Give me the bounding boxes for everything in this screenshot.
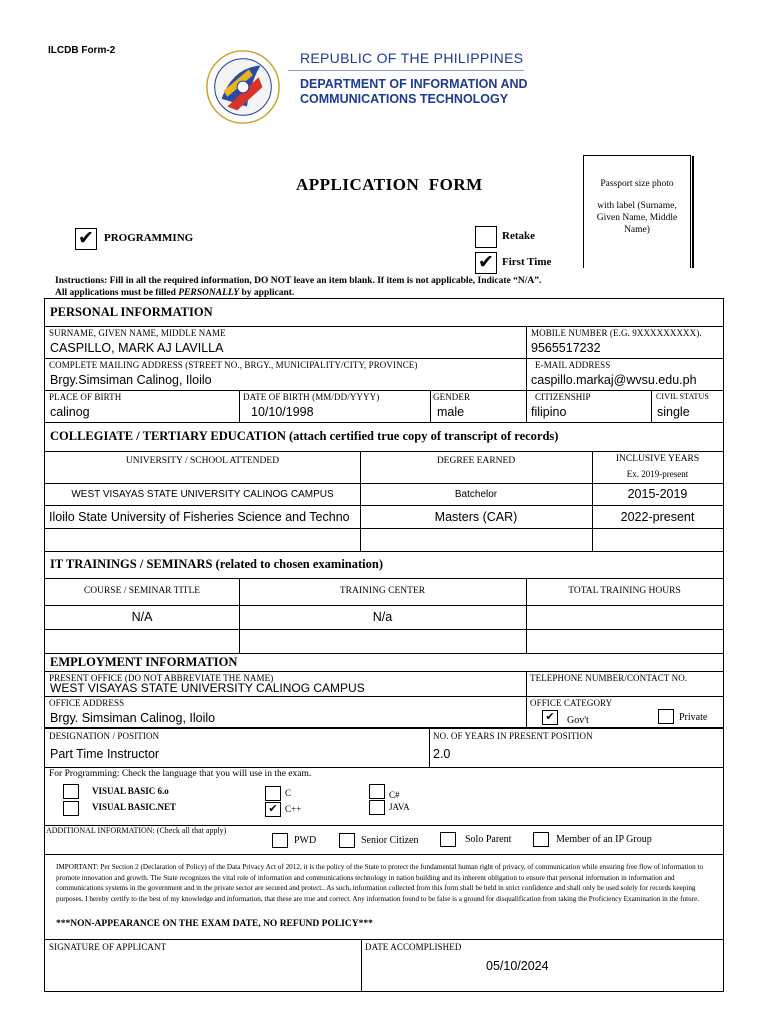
col-years-header: INCLUSIVE YEARS (615, 454, 700, 464)
citizenship-field[interactable]: filipino (531, 405, 567, 419)
first-time-checkbox[interactable]: ✔ (475, 252, 497, 274)
photo-box[interactable] (583, 155, 691, 268)
lang-c-label: C (285, 788, 292, 798)
years-position-label: NO. OF YEARS IN PRESENT POSITION (433, 731, 593, 741)
senior-citizen-label: Senior Citizen (361, 835, 419, 846)
years-position-field[interactable]: 2.0 (433, 747, 451, 761)
office-category-label: OFFICE CATEGORY (530, 698, 613, 708)
retake-label: Retake (502, 230, 535, 242)
instructions-line-1: Instructions: Fill in all the required information, DO NOT leave an item blank. If item is not applicable, Indicate “N/A”. (55, 276, 542, 286)
mailing-address-label: COMPLETE MAILING ADDRESS (STREET NO., BRGY., MUNICIPALITY/CITY, PROVINCE) (49, 360, 418, 370)
photo-caption-1: Passport size photo (600, 179, 674, 189)
edu-row-2-school[interactable]: Iloilo State University of Fisheries Science and Techno (49, 510, 350, 524)
name-field[interactable]: CASPILLO, MARK AJ LAVILLA (50, 341, 224, 355)
instructions (55, 275, 541, 299)
mobile-label: MOBILE NUMBER (E.G. 9XXXXXXXXX). (531, 328, 702, 338)
present-office-field[interactable]: WEST VISAYAS STATE UNIVERSITY CALINOG CAMPUS (50, 681, 365, 695)
personal-heading: PERSONAL INFORMATION (50, 305, 213, 319)
lang-java-label: JAVA (389, 802, 410, 812)
signature-label: SIGNATURE OF APPLICANT (49, 942, 167, 952)
lang-cpp-label: C++ (285, 804, 302, 814)
lang-csharp-label: C# (389, 790, 400, 800)
lang-cpp-checkbox[interactable]: ✔ (265, 802, 281, 817)
department-line-2: COMMUNICATIONS TECHNOLOGY (300, 92, 509, 106)
training-row-1-course[interactable]: N/A (131, 610, 153, 624)
instructions-line-2a: All applications must be filled (55, 288, 179, 298)
private-checkbox[interactable] (658, 709, 674, 724)
department-name (300, 77, 528, 107)
office-address-label: OFFICE ADDRESS (49, 698, 125, 708)
date-accomplished-label: DATE ACCOMPLISHED (365, 942, 462, 952)
col-center-header: TRAINING CENTER (339, 586, 426, 596)
privacy-notice: IMPORTANT: Per Section 2 (Declaration of Policy) of the Data Privacy Act of 2012, it is the policy of the State to protect the fundamental human right of privacy, of communication while ensuring free flow of information to promote innovation and growth. The State recognizes the vital role of information and communications technology in nation building and its inherent obligation to ensure that personal information in information and communications systems in the government and in the private sector are secured and protect.. As such, information collected from this form shall be held in strict confidence and shall only be used solely for records keeping purposes. I hereby certify to the best of my knowledge and information, that these are true and correct. Any information found to be false is a ground for disqualification from taking the Proficiency Examination in the future. (56, 863, 704, 903)
present-office-label: PRESENT OFFICE (DO NOT ABBREVIATE THE NAME) (49, 673, 274, 683)
mobile-field[interactable]: 9565517232 (531, 341, 601, 355)
instructions-line-2c: by applicant. (239, 288, 295, 298)
programming-prompt: For Programming: Check the language that you will use in the exam. (49, 769, 312, 779)
dob-label: DATE OF BIRTH (MM/DD/YYYY) (243, 392, 380, 402)
employment-heading: EMPLOYMENT INFORMATION (50, 655, 238, 669)
solo-parent-checkbox[interactable] (440, 832, 456, 847)
pwd-label: PWD (294, 835, 317, 846)
private-label: Private (679, 712, 708, 723)
trainings-heading: IT TRAININGS / SEMINARS (related to chosen examination) (50, 557, 384, 571)
lang-vb6-checkbox[interactable] (63, 784, 79, 799)
form-title: APPLICATION FORM (296, 175, 483, 194)
additional-info-label: ADDITIONAL INFORMATION: (Check all that apply) (46, 826, 227, 835)
dob-field[interactable]: 10/10/1998 (251, 405, 314, 419)
ip-group-checkbox[interactable] (533, 832, 549, 847)
citizenship-label: CITIZENSHIP (535, 392, 591, 402)
programming-label: PROGRAMMING (104, 232, 194, 244)
govt-label: Gov't (567, 715, 589, 726)
col-years-example: Ex. 2019-present (626, 469, 689, 479)
email-field[interactable]: caspillo.markaj@wvsu.edu.ph (531, 373, 697, 387)
govt-checkbox[interactable]: ✔ (542, 710, 558, 725)
edu-row-1-degree[interactable]: Batchelor (454, 489, 498, 500)
education-heading: COLLEGIATE / TERTIARY EDUCATION (attach certified true copy of transcript of records) (50, 429, 559, 443)
ip-group-label: Member of an IP Group (556, 834, 652, 845)
photo-caption-2: with label (Surname, Given Name, Middle Name) (596, 201, 678, 235)
telephone-label: TELEPHONE NUMBER/CONTACT NO. (530, 673, 688, 683)
republic-title: REPUBLIC OF THE PHILIPPINES (300, 50, 524, 66)
name-label: SURNAME, GIVEN NAME, MIDDLE NAME (49, 328, 226, 338)
department-line-1: DEPARTMENT OF INFORMATION AND (300, 77, 528, 91)
solo-parent-label: Solo Parent (465, 834, 512, 845)
header-rule (288, 70, 524, 71)
birthplace-field[interactable]: calinog (50, 405, 90, 419)
mailing-address-field[interactable]: Brgy.Simsiman Calinog, Iloilo (50, 373, 212, 387)
form-id: ILCDB Form-2 (48, 45, 116, 56)
no-refund-notice: ***NON-APPEARANCE ON THE EXAM DATE, NO REFUND POLICY*** (56, 919, 373, 929)
lang-vbnet-label: VISUAL BASIC.NET (92, 802, 177, 812)
first-time-label: First Time (502, 256, 552, 268)
edu-row-2-degree[interactable]: Masters (CAR) (434, 510, 518, 524)
birthplace-label: PLACE OF BIRTH (49, 392, 122, 402)
dict-seal-logo (204, 48, 282, 126)
lang-vb6-label: VISUAL BASIC 6.o (92, 786, 169, 796)
gender-field[interactable]: male (437, 405, 465, 419)
date-accomplished-field[interactable]: 05/10/2024 (486, 959, 549, 973)
lang-c-checkbox[interactable] (265, 786, 281, 801)
programming-checkbox[interactable]: ✔ (75, 228, 97, 250)
civil-status-field[interactable]: single (657, 405, 690, 419)
edu-row-1-school[interactable]: WEST VISAYAS STATE UNIVERSITY CALINOG CAMPUS (71, 489, 334, 500)
senior-citizen-checkbox[interactable] (339, 833, 355, 848)
position-label: DESIGNATION / POSITION (49, 731, 160, 741)
col-school-header: UNIVERSITY / SCHOOL ATTENDED (125, 456, 280, 466)
email-label: E-MAIL ADDRESS (535, 360, 611, 370)
office-address-field[interactable]: Brgy. Simsiman Calinog, Iloilo (50, 711, 216, 725)
lang-java-checkbox[interactable] (369, 800, 385, 815)
lang-vbnet-checkbox[interactable] (63, 801, 79, 816)
edu-row-1-years[interactable]: 2015-2019 (627, 487, 688, 501)
col-degree-header: DEGREE EARNED (436, 456, 516, 466)
instructions-line-2b: PERSONALLY (178, 288, 240, 298)
col-hours-header: TOTAL TRAINING HOURS (568, 586, 681, 596)
lang-csharp-checkbox[interactable] (369, 784, 385, 799)
col-course-header: COURSE / SEMINAR TITLE (83, 586, 201, 596)
edu-row-2-years[interactable]: 2022-present (620, 510, 695, 524)
position-field[interactable]: Part Time Instructor (50, 747, 160, 761)
pwd-checkbox[interactable] (272, 833, 288, 848)
retake-checkbox[interactable] (475, 226, 497, 248)
gender-label: GENDER (433, 392, 471, 402)
civil-status-label: CIVIL STATUS (656, 392, 709, 401)
training-row-1-center[interactable]: N/a (372, 610, 393, 624)
